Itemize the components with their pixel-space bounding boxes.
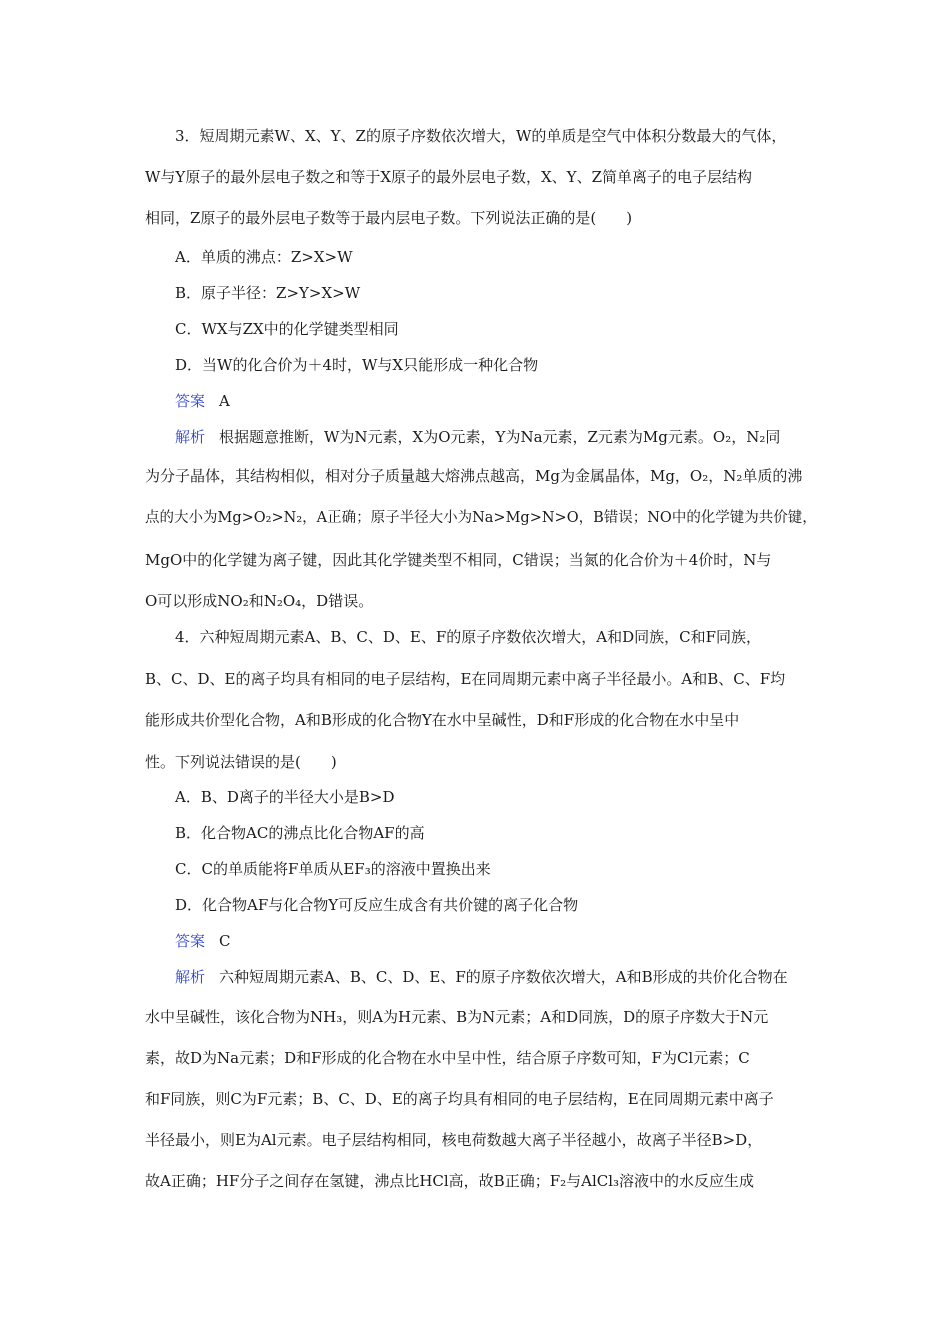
analysis-text: 根据题意推断，W为N元素，X为O元素，Y为Na元素，Z元素为Mg元素。O₂，N₂同 [219, 428, 781, 446]
q4-analysis-line-1 [175, 967, 788, 987]
q3-analysis-line-5: O可以形成NO₂和N₂O₄，D错误。 [145, 592, 374, 610]
answer-value: A [219, 392, 230, 410]
q3-analysis-line-3: 点的大小为Mg>O₂>N₂，A正确；原子半径大小为Na>Mg>N>O，B错误；NO中的化学键为共价键， [145, 510, 817, 526]
analysis-label: 解析 [175, 968, 206, 986]
q3-stem-line-3: 相同，Z原子的最外层电子数等于最内层电子数。下列说法正确的是( ) [145, 209, 633, 227]
analysis-label: 解析 [175, 428, 206, 446]
q4-answer-line [175, 931, 231, 951]
q4-option-c: C．C的单质能将F单质从EF₃的溶液中置换出来 [175, 860, 491, 878]
q3-option-b: B．原子半径：Z>Y>X>W [175, 284, 361, 302]
q4-stem-line-1: 4．六种短周期元素A、B、C、D、E、F的原子序数依次增大，A和D同族，C和F同族， [175, 628, 762, 646]
q4-analysis-line-4: 和F同族，则C为F元素；B、C、D、E的离子均具有相同的电子层结构，E在同周期元素中离子 [145, 1090, 774, 1108]
q3-option-d: D．当W的化合价为＋4时，W与X只能形成一种化合物 [175, 356, 539, 374]
answer-label: 答案 [175, 932, 206, 950]
q3-analysis-line-1 [175, 427, 780, 447]
q3-analysis-line-4: MgO中的化学键为离子键，因此其化学键类型不相同，C错误；当氮的化合价为＋4价时，N与 [145, 551, 772, 569]
q4-analysis-line-6: 故A正确；HF分子之间存在氢键，沸点比HCl高，故B正确；F₂与AlCl₃溶液中的水反应生成 [145, 1172, 755, 1190]
q3-option-a: A．单质的沸点：Z>X>W [175, 248, 353, 266]
q4-option-a: A．B、D离子的半径大小是B>D [175, 788, 395, 806]
q3-option-c: C．WX与ZX中的化学键类型相同 [175, 320, 399, 338]
q4-stem-line-2: B、C、D、E的离子均具有相同的电子层结构，E在同周期元素中离子半径最小。A和B、C、F均 [145, 670, 786, 688]
q4-stem-line-3: 能形成共价型化合物，A和B形成的化合物Y在水中呈碱性，D和F形成的化合物在水中呈中 [145, 711, 740, 729]
q3-analysis-line-2: 为分子晶体，其结构相似，相对分子质量越大熔沸点越高，Mg为金属晶体，Mg，O₂，N₂单质的沸 [145, 467, 803, 485]
answer-label: 答案 [175, 392, 206, 410]
q4-analysis-line-2: 水中呈碱性，该化合物为NH₃，则A为H元素、B为N元素；A和D同族，D的原子序数大于N元 [145, 1008, 769, 1026]
answer-value: C [219, 932, 231, 950]
q3-answer-line [175, 391, 230, 411]
q4-option-b: B．化合物AC的沸点比化合物AF的高 [175, 824, 425, 842]
analysis-text: 六种短周期元素A、B、C、D、E、F的原子序数依次增大，A和B形成的共价化合物在 [219, 968, 788, 986]
q4-analysis-line-5: 半径最小，则E为Al元素。电子层结构相同，核电荷数越大离子半径越小，故离子半径B>D， [145, 1131, 763, 1149]
q4-analysis-line-3: 素，故D为Na元素；D和F形成的化合物在水中呈中性，结合原子序数可知，F为Cl元素；C [145, 1049, 750, 1067]
q3-stem-line-1: 3．短周期元素W、X、Y、Z的原子序数依次增大，W的单质是空气中体积分数最大的气体， [175, 127, 787, 145]
q3-stem-line-2: W与Y原子的最外层电子数之和等于X原子的最外层电子数，X、Y、Z简单离子的电子层结构 [145, 168, 753, 186]
q4-option-d: D．化合物AF与化合物Y可反应生成含有共价键的离子化合物 [175, 896, 579, 914]
q4-stem-line-4: 性。下列说法错误的是( ) [145, 753, 337, 771]
